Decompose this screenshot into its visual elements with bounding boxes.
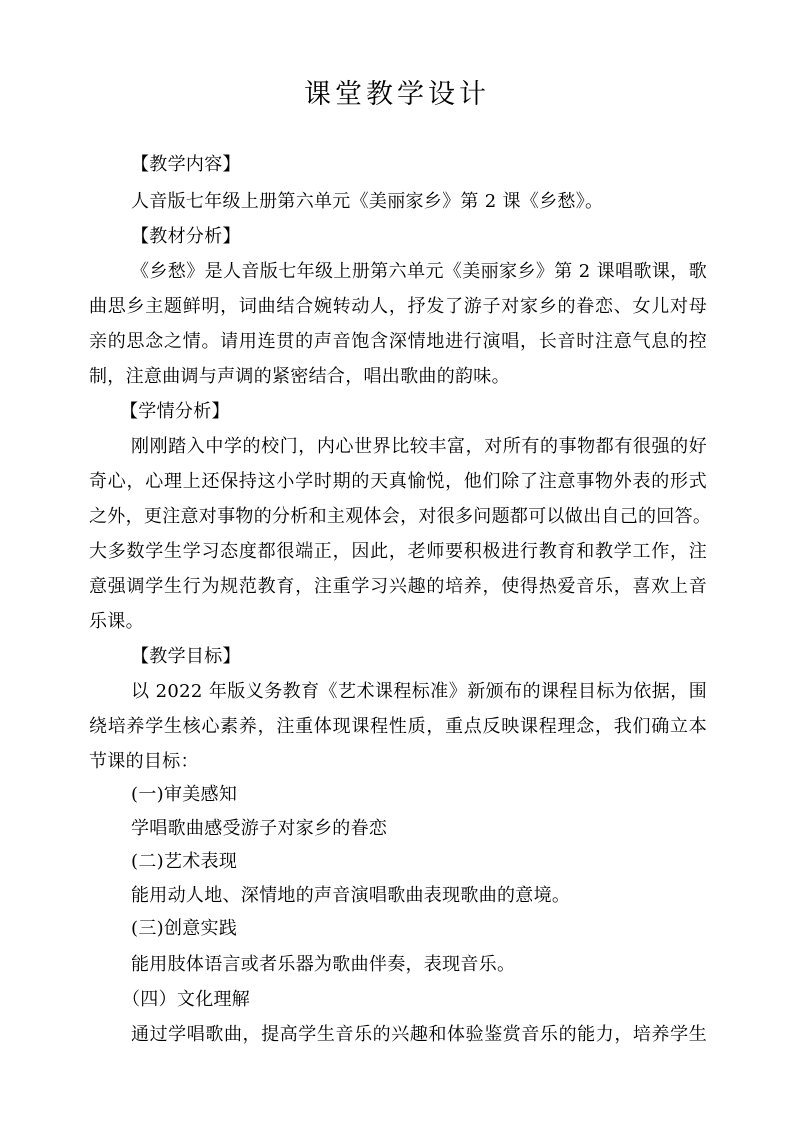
goal-item-label: (三)创意实践: [131, 918, 238, 939]
document-title: 课堂教学设计: [304, 79, 490, 110]
learner-line: 大多数学生学习态度都很端正，因此，老师要积极进行教育和教学工作，注: [89, 541, 707, 562]
material-line: 制，注意曲调与声调的紧密结合，唱出歌曲的韵味。: [89, 366, 510, 387]
goal-item-text: 通过学唱歌曲，提高学生音乐的兴趣和体验鉴赏音乐的能力，培养学生: [131, 1024, 707, 1045]
learner-line: 意强调学生行为规范教育，注重学习兴趣的培养，使得热爱音乐，喜欢上音: [89, 576, 707, 597]
learner-line: 刚刚踏入中学的校门，内心世界比较丰富，对所有的事物都有很强的好: [131, 436, 707, 457]
material-line: 曲思乡主题鲜明，词曲结合婉转动人，抒发了游子对家乡的眷恋、女儿对母: [89, 296, 707, 317]
goal-item-text: 学唱歌曲感受游子对家乡的眷恋: [131, 818, 388, 839]
section-heading-learner: 【学情分析】: [120, 401, 230, 422]
section-heading-goals: 【教学目标】: [131, 646, 241, 667]
material-line: 亲的思念之情。请用连贯的声音饱含深情地进行演唱，长音时注意气息的控: [89, 331, 707, 352]
learner-line: 之外，更注意对事物的分析和主观体会，对很多问题都可以做出自己的回答。: [89, 506, 712, 527]
goals-intro-line: 绕培养学生核心素养，注重体现课程性质，重点反映课程理念，我们确立本: [89, 716, 707, 737]
learner-line: 乐课。: [89, 611, 144, 632]
goal-item-label: (二)艺术表现: [131, 851, 238, 872]
goal-item-label: （四）文化理解: [122, 989, 251, 1010]
material-line: 《乡愁》是人音版七年级上册第六单元《美丽家乡》第 2 课唱歌课，歌: [131, 261, 707, 282]
goals-intro-line: 节课的目标：: [89, 751, 199, 772]
goal-item-label: (一)审美感知: [131, 784, 238, 805]
goals-intro-line: 以 2022 年版义务教育《艺术课程标准》新颁布的课程目标为依据，围: [131, 681, 707, 702]
section-heading-material: 【教材分析】: [131, 226, 241, 247]
learner-line: 奇心，心理上还保持这小学时期的天真愉悦，他们除了注意事物外表的形式: [89, 471, 707, 492]
goal-item-text: 能用肢体语言或者乐器为歌曲伴奏，表现音乐。: [131, 954, 516, 975]
content-text: 人音版七年级上册第六单元《美丽家乡》第 2 课《乡愁》。: [131, 191, 604, 212]
section-heading-content: 【教学内容】: [131, 154, 241, 175]
goal-item-text: 能用动人地、深情地的声音演唱歌曲表现歌曲的意境。: [131, 885, 571, 906]
